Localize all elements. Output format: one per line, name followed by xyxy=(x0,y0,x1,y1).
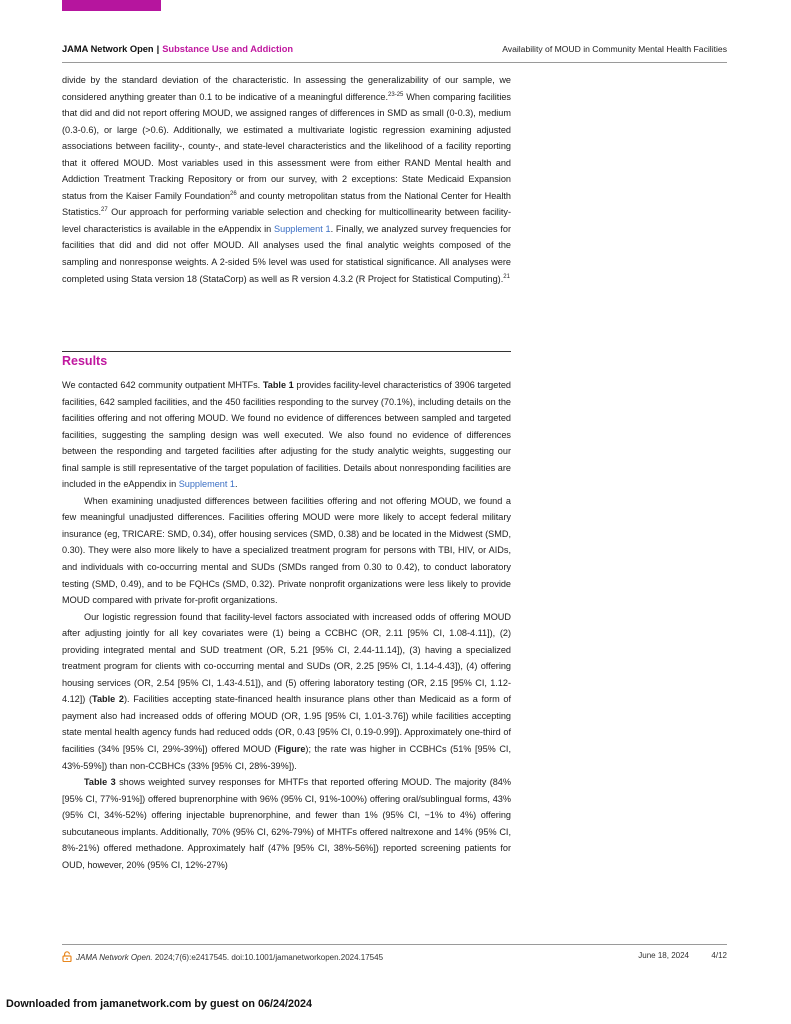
footer-divider xyxy=(62,944,727,945)
footer-journal: JAMA Network Open. xyxy=(76,953,153,962)
page-footer xyxy=(62,951,727,963)
page-header xyxy=(62,44,727,58)
section-label[interactable]: Substance Use and Addiction xyxy=(162,44,294,54)
table-1-ref[interactable]: Table 1 xyxy=(262,380,294,390)
supplement-link[interactable]: Supplement 1 xyxy=(274,223,331,234)
brand-color-bar xyxy=(62,0,161,11)
results-paragraph-3 xyxy=(62,609,511,774)
text-segment: provides facility-level characteristics of 3906 targeted facilities, 642 sampled facilities, and the 450 facilities responding to the survey (70.1%), including details on the facilities offering and not offering MOUD. We found no evidence of differences between sampled and targeted facilities, suggesting the sampling design was well executed. We also found no evidence of differences between the responding and targeted facilities after adjusting for the study analytic weights, suggesting our final sample is still representative of the target population of facilities. Details about nonresponding facilities are included in the eAppendix in xyxy=(62,380,512,490)
header-separator: | xyxy=(156,44,160,54)
citation-ref[interactable]: 27 xyxy=(101,207,108,214)
text-segment: . xyxy=(235,479,238,490)
results-divider xyxy=(62,351,511,352)
citation-ref[interactable]: 26 xyxy=(230,190,237,197)
table-2-ref[interactable]: Table 2 xyxy=(92,694,124,705)
text-segment: We contacted 642 community outpatient MHTFs. xyxy=(62,380,263,390)
page-number: 4/12 xyxy=(711,951,727,960)
table-3-ref[interactable]: Table 3 xyxy=(84,777,116,788)
citation-ref[interactable]: 23-25 xyxy=(388,91,404,98)
results-body xyxy=(62,377,511,873)
text-segment: Our approach for performing variable selection and checking for multicollinearity between facility-level characteristics is available in the eAppendix in xyxy=(62,207,511,234)
text-segment: Our logistic regression found that facility-level factors associated with increased odds of offering MOUD after adjusting jointly for all key covariates were (1) being a CCBHC (OR, 2.11 [95% CI, 1.08-4.11]), (2) providing integrated mental and SUD treatment (OR, 5.21 [95% CI, 2.44-11.14]), (3) having a specialized treatment program for clients with co-occurring mental and SUDs (OR, 2.25 [95% CI, 1.14-4.43]), (4) offering housing services (OR, 2.54 [95% CI, 1.43-4.51]), and (5) offering laboratory testing (OR, 2.15 [95% CI, 1.12-4.12]) ( xyxy=(62,611,511,705)
footer-citation[interactable]: 2024;7(6):e2417545. doi:10.1001/jamanetworkopen.2024.17545 xyxy=(152,953,384,962)
results-paragraph-2: When examining unadjusted differences between facilities offering and not offering MOUD, we found a few meaningful unadjusted differences. Facilities offering MOUD were more likely to accept federal military insurance (eg, TRICARE: SMD, 0.34), offer housing services (SMD, 0.38) and be located in the Midwest (SMD, 0.30). They were also more likely to have a specialized treatment program for persons with TBI, HIV, or AIDs, and individuals with co-occurring mental and SUDs (SMDs ranged from 0.30 to 0.42), to conduct laboratory testing (SMD, 0.49), and to be FQHCs (SMD, 0.32). Private nonprofit organizations were less likely to provide MOUD compared with private for-profit organizations. xyxy=(62,495,511,606)
running-title: Availability of MOUD in Community Mental Health Facilities xyxy=(502,44,727,54)
methods-continued xyxy=(62,72,511,287)
results-heading: Results xyxy=(62,354,108,368)
figure-ref[interactable]: Figure xyxy=(277,744,306,755)
publication-date: June 18, 2024 xyxy=(638,951,689,960)
text-segment: and county metropolitan status from the National Center for Health Statistics. xyxy=(62,190,511,218)
methods-paragraph xyxy=(62,72,511,287)
supplement-link[interactable]: Supplement 1 xyxy=(178,479,235,490)
text-segment: shows weighted survey responses for MHTFs that reported offering MOUD. The majority (84% [95% CI, 77%-91%]) offered buprenorphine with 96% (95% CI, 91%-100%) offering oral/sublingual forms, 43% (95% CI, 34%-52%) offering injectable buprenorphine, and fewer than 1% (95% CI, −1% to 4%) offering subcutaneous implants. Additionally, 70% (95% CI, 62%-79%) of MHTFs offered naltrexone and 14% (95% CI, 8%-21%) offered methadone. Approximately half (47% [95% CI, 38%-56%]) reported screening patients for OUD, however, 20% (95% CI, 12%-27%) xyxy=(62,777,511,870)
citation-ref[interactable]: 21 xyxy=(503,273,510,280)
text-segment: ); the rate was higher in CCBHCs (51% [95% CI, 43%-59%]) than non-CCBHCs (33% [95% CI, 28%-39%]). xyxy=(62,744,511,771)
results-paragraph-1 xyxy=(62,377,511,493)
results-paragraph-4 xyxy=(62,774,511,873)
text-segment: ). Facilities accepting state-financed health insurance plans other than Medicaid as a form of payment also had increased odds of offering MOUD (OR, 1.95 [95% CI, 1.01-3.76]) while facilities accepting state mental health agency funds had reduced odds (OR, 0.43 [95% CI, 0.19-0.99]). Approximately one-third of facilities (34% [95% CI, 29%-39%]) offered MOUD ( xyxy=(62,694,511,755)
journal-name: JAMA Network Open xyxy=(62,44,154,54)
text-segment: divide by the standard deviation of the characteristic. In assessing the generalizability of our sample, we considered anything greater than 0.1 to be indicative of a meaningful difference. xyxy=(62,75,511,102)
download-notice: Downloaded from jamanetwork.com by guest on 06/24/2024 xyxy=(6,998,312,1010)
header-divider xyxy=(62,62,727,63)
text-segment: . Finally, we analyzed survey frequencies for facilities that did and did not offer MOUD. All analyses used the final analytic weights composed of the sampling and nonresponse weights. A 2-sided 5% level was used for statistical significance. All analyses were completed using Stata version 18 (StataCorp) as well as R version 4.3.2 (R Project for Statistical Computing). xyxy=(62,223,511,284)
text-segment: When comparing facilities that did and did not report offering MOUD, we assigned ranges of differences in SMD as small (0-0.3), medium (0.3-0.6), or large (>0.6). Additionally, we estimated a multivariate logistic regression examining adjusted associations between facility-, county-, and state-level characteristics and the likelihood of a facility reporting that it offered MOUD. Most variables used in this assessment were from either RAND Mental health and Addiction Treatment Tracking Repository or from our survey, with 2 exceptions: State Medicaid Expansion status from the Kaiser Family Foundation xyxy=(62,91,511,201)
open-access-lock-icon xyxy=(62,951,72,962)
